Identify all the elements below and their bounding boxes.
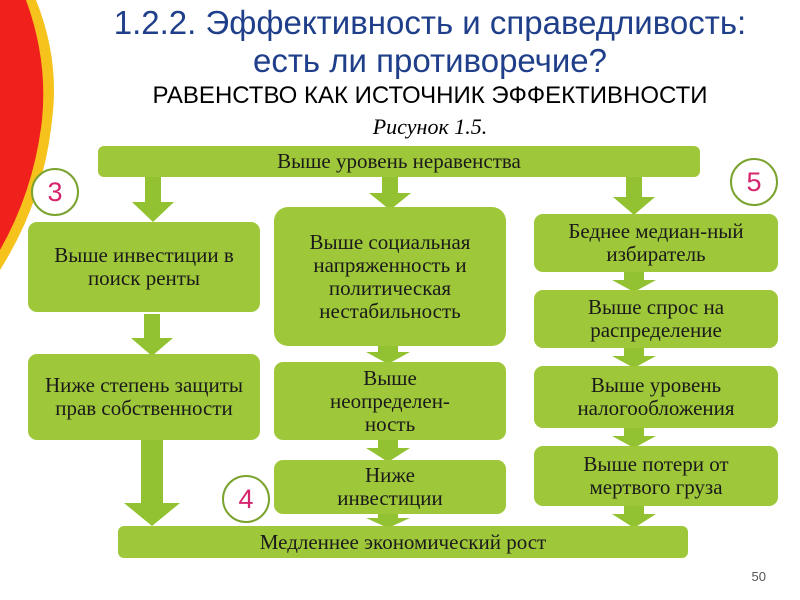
slide-subtitle: РАВЕНСТВО КАК ИСТОЧНИК ЭФФЕКТИВНОСТИ: [152, 82, 708, 109]
figure-caption: Рисунок 1.5.: [372, 114, 488, 139]
slide-title-line-2: есть ли противоречие?: [252, 42, 608, 79]
box-deadweight-loss: Выше потери от мертвого груза: [534, 446, 778, 506]
page-number: 50: [751, 569, 766, 584]
marker-4: 4: [222, 475, 270, 523]
box-taxation: Выше уровень налогообложения: [534, 366, 778, 428]
box-rent-seeking: Выше инвестиции в поиск ренты: [28, 222, 260, 312]
marker-5: 5: [730, 158, 778, 206]
arrow-top-to-left: [132, 176, 174, 222]
arrow-middle-2-to-3: [366, 440, 410, 462]
arrow-right-4-to-bottom: [612, 506, 656, 528]
arrow-right-1-to-2: [612, 272, 656, 292]
box-lower-investment: Ниже инвестиции: [274, 460, 506, 514]
box-property-rights: Ниже степень защиты прав собственности: [28, 354, 260, 440]
marker-3: 3: [31, 168, 79, 216]
box-social-tension: Выше социальная напряженность и политическая нестабильность: [274, 207, 506, 346]
arrow-left-1-to-2: [131, 314, 173, 356]
box-median-voter: Беднее медиан-ный избиратель: [534, 214, 778, 272]
box-slower-growth: Медленнее экономический рост: [118, 526, 688, 558]
arrow-right-3-to-4: [612, 428, 656, 448]
slide-title-line-1: 1.2.2. Эффективность и справедливость:: [113, 4, 747, 41]
arrow-top-to-middle: [369, 176, 411, 210]
box-higher-inequality: Выше уровень неравенства: [98, 146, 700, 177]
arrow-left-2-to-bottom: [124, 440, 180, 526]
box-uncertainty: Выше неопределен-ность: [274, 362, 506, 440]
arrow-top-to-right: [613, 176, 655, 215]
arrow-right-2-to-3: [612, 348, 656, 368]
box-redistribution-demand: Выше спрос на распределение: [534, 290, 778, 348]
